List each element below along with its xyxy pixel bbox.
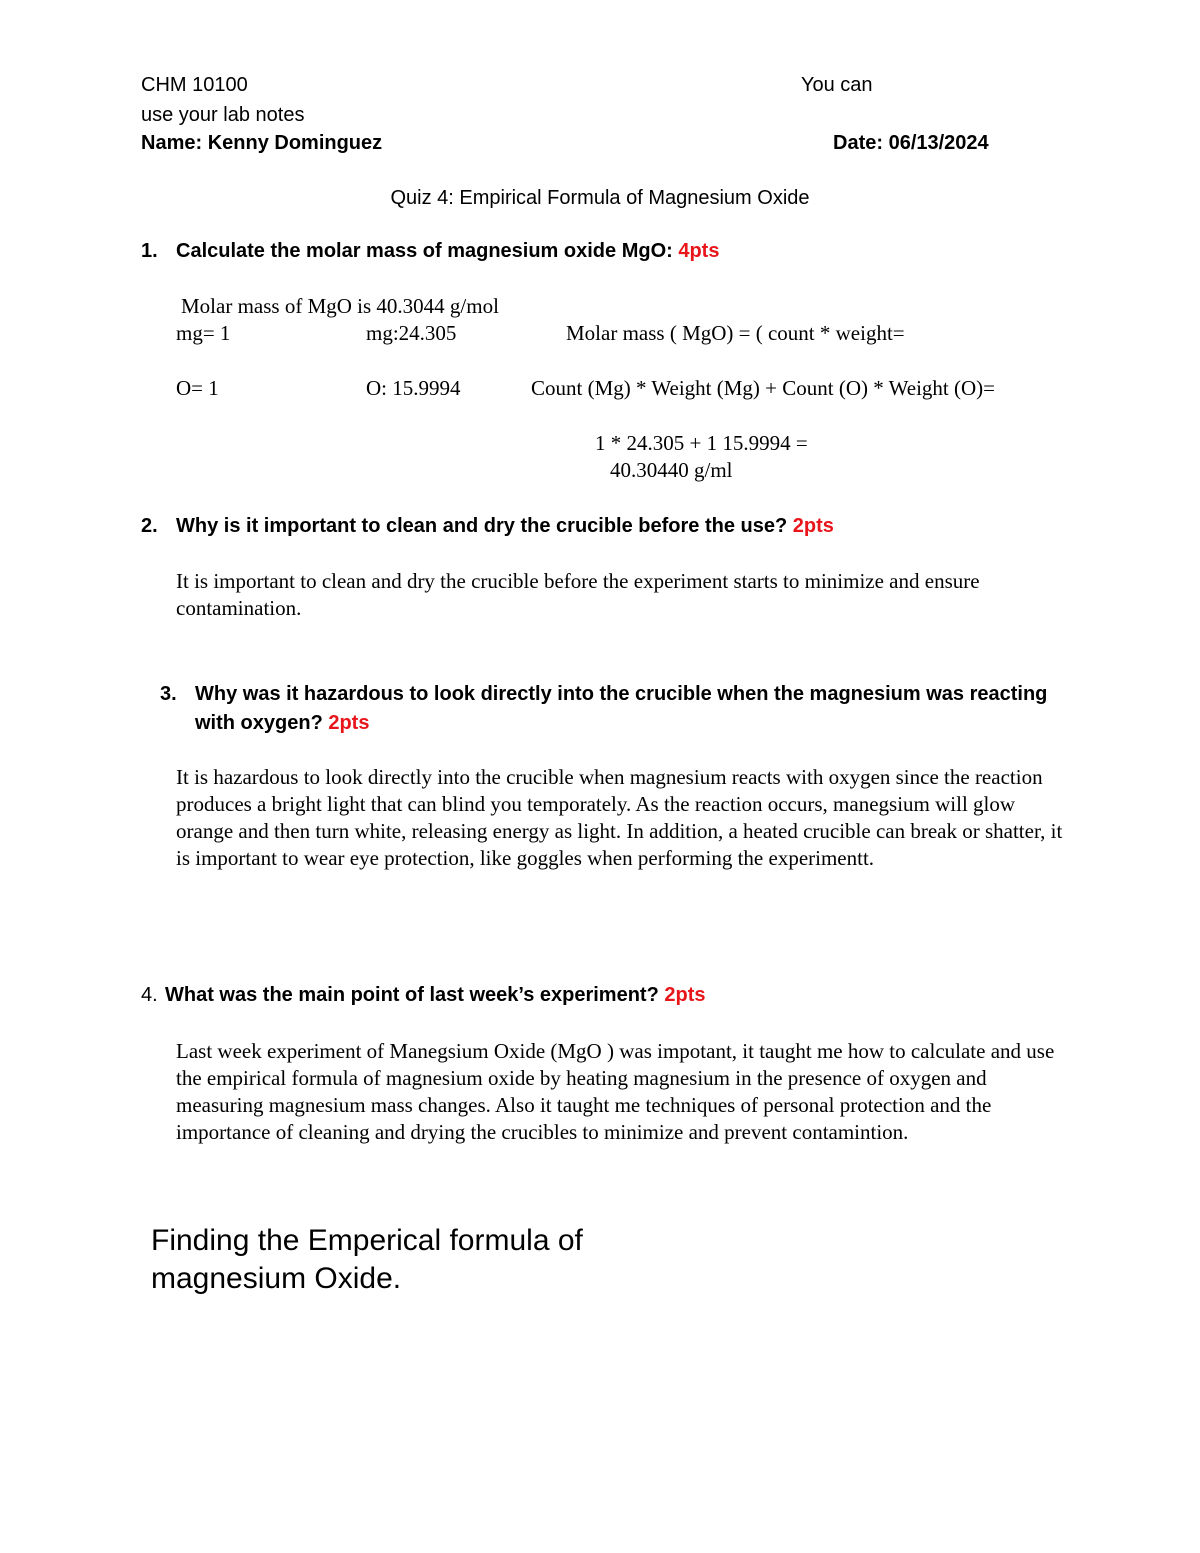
quiz-date: Date: 06/13/2024 xyxy=(833,132,989,154)
question-1-points: 4pts xyxy=(678,240,720,262)
molar-mass-statement: Molar mass of MgO is 40.3044 g/mol xyxy=(181,294,499,318)
o-weight: O: 15.9994 xyxy=(366,376,461,400)
footer-note-line2: magnesium Oxide. xyxy=(151,1262,402,1295)
mg-count: mg= 1 xyxy=(176,321,231,345)
student-name: Name: Kenny Dominguez xyxy=(141,132,383,154)
molar-mass-formula-2: Count (Mg) * Weight (Mg) + Count (O) * Weight (O)= xyxy=(531,376,995,400)
question-4-number: 4. xyxy=(141,984,158,1006)
lab-notes-note-part2: use your lab notes xyxy=(141,104,305,126)
quiz-title: Quiz 4: Empirical Formula of Magnesium Oxide xyxy=(390,187,810,209)
question-2-number: 2. xyxy=(141,515,158,537)
question-1 xyxy=(176,240,719,263)
question-4-points: 2pts xyxy=(664,984,706,1006)
question-4-text: What was the main point of last week’s experiment? xyxy=(165,984,665,1006)
o-count: O= 1 xyxy=(176,376,219,400)
question-4 xyxy=(165,984,706,1007)
question-3-text: with oxygen? xyxy=(195,712,329,734)
mg-weight: mg:24.305 xyxy=(366,321,457,345)
question-3-number: 3. xyxy=(160,683,177,705)
question-3-line1: Why was it hazardous to look directly into the crucible when the magnesium was reacting xyxy=(195,683,1048,705)
lab-notes-note-part1: You can xyxy=(801,74,873,96)
question-2-text: Why is it important to clean and dry the crucible before the use? xyxy=(176,515,793,537)
footer-note-line1: Finding the Emperical formula of xyxy=(151,1224,583,1257)
course-code: CHM 10100 xyxy=(141,74,248,96)
question-1-text: Calculate the molar mass of magnesium oxide MgO: xyxy=(176,240,679,262)
answer-3: It is hazardous to look directly into the crucible when magnesium reacts with oxygen since the reaction produces a bright light that can blind you temporately. As the reaction occurs, manegsium will glow orange and then turn white, releasing energy as light. In addition, a heated crucible can break or shatter, it is important to wear eye protection, like goggles when performing the experimentt. xyxy=(176,765,1063,870)
question-3-line2 xyxy=(195,712,369,735)
question-2-points: 2pts xyxy=(792,515,834,537)
answer-2: It is important to clean and dry the crucible before the experiment starts to minimize and ensure contamination. xyxy=(176,569,980,620)
molar-mass-formula-1: Molar mass ( MgO) = ( count * weight= xyxy=(566,321,905,345)
question-2 xyxy=(176,515,834,538)
question-1-number: 1. xyxy=(141,240,158,262)
question-3-points: 2pts xyxy=(328,712,370,734)
molar-mass-result: 40.30440 g/ml xyxy=(610,458,733,482)
answer-4: Last week experiment of Manegsium Oxide (MgO ) was impotant, it taught me how to calculate and use the empirical formula of magnesium oxide by heating magnesium in the presence of oxygen and measuring magnesium mass changes. Also it taught me techniques of personal protection and the importance of cleaning and drying the crucibles to minimize and prevent contamintion. xyxy=(176,1039,1055,1144)
molar-mass-calculation: 1 * 24.305 + 1 15.9994 = xyxy=(595,431,808,455)
